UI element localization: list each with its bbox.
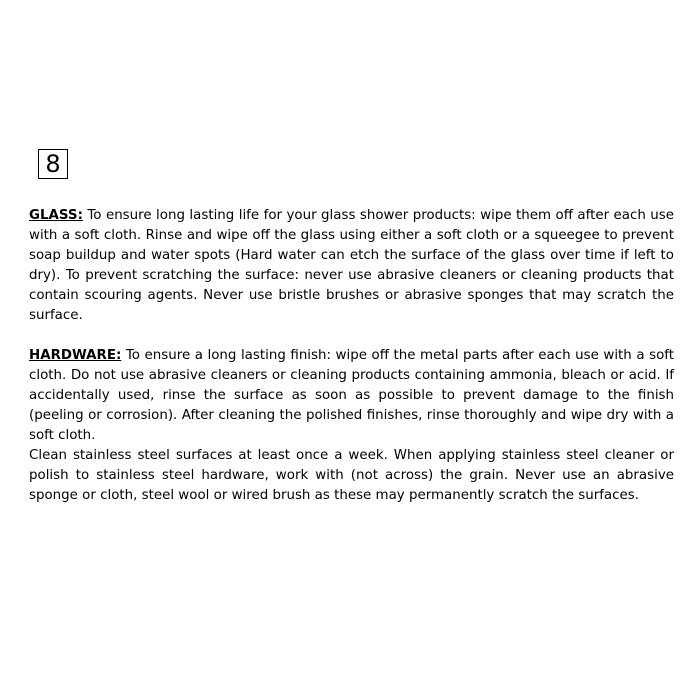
glass-section (29, 206, 674, 326)
care-instructions (29, 206, 674, 506)
glass-text: To ensure long lasting life for your glass shower products: wipe them off after each use with a soft cloth. Rinse and wipe off the glass using either a soft cloth or a squeegee to prevent soap buildup and water spots (Hard water can etch the surface of the glass over time if left to dry). To prevent scratching the surface: never use abrasive cleaners or cleaning products that contain scouring agents. Never use bristle brushes or abrasive sponges that may scratch the surface. (29, 208, 674, 323)
glass-heading: GLASS: (29, 208, 83, 223)
hardware-text: To ensure a long lasting finish: wipe off the metal parts after each use with a soft cloth. Do not use abrasive cleaners or cleaning products containing ammonia, bleach or acid. If accidentally used, rinse the surface as soon as possible to prevent damage to the finish (peeling or corrosion). After cleaning the polished finishes, rinse thoroughly and wipe dry with a soft cloth. (29, 348, 674, 443)
hardware-heading: HARDWARE: (29, 348, 122, 363)
hardware-section (29, 346, 674, 446)
stainless-section (29, 446, 674, 506)
section-spacer (29, 326, 674, 346)
stainless-text: Clean stainless steel surfaces at least once a week. When applying stainless steel cleaner or polish to stainless steel hardware, work with (not across) the grain. Never use an abrasive sponge or cloth, steel wool or wired brush as these may permanently scratch the surfaces. (29, 448, 674, 503)
page-number: 8 (45, 150, 61, 178)
page-number-box (38, 149, 68, 179)
